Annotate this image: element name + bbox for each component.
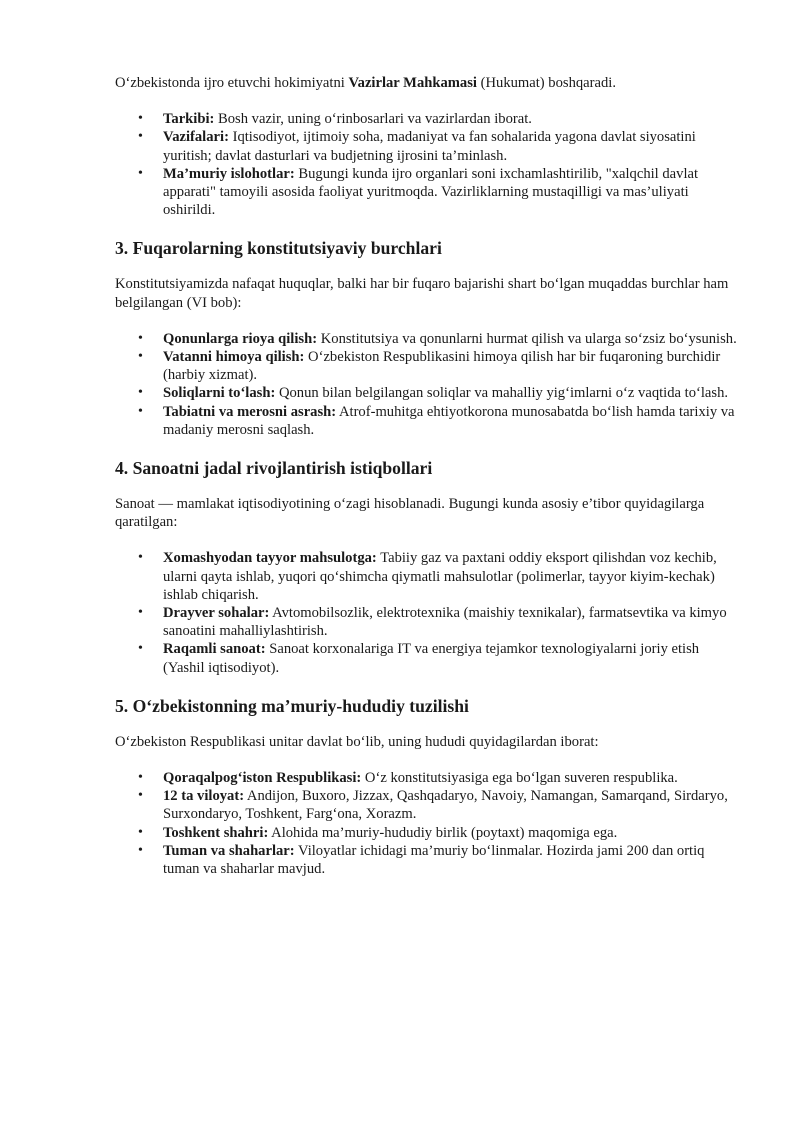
list-item-term: Vatanni himoya qilish: [163,349,305,366]
list-item [115,128,740,164]
intro-text-before: O‘zbekistonda ijro etuvchi hokimiyatni [115,75,349,91]
list-item [115,604,740,640]
section-4-list [115,549,740,676]
list-item-text: Bugungi kunda ijro organlari soni ixchamlashtirilib, "xalqchil davlat apparati" tamoyili asosida faoliyat yuritmoqda. Vazirliklarning mustaqilligi va mas’uliyati oshirildi. [163,165,699,219]
bullet-icon: • [138,385,143,401]
list-item-text: Bosh vazir, uning o‘rinbosarlari va vazirlardan iborat. [214,111,532,128]
list-item [115,403,740,439]
bullet-icon: • [138,129,143,145]
list-item [115,330,740,348]
list-item-term: Qoraqalpog‘iston Respublikasi: [163,770,362,787]
list-item [115,384,740,402]
bullet-icon: • [138,165,143,181]
list-item-text: Iqtisodiyot, ijtimoiy soha, madaniyat va fan sohalarida yagona davlat siyosatini yuritish; davlat dasturlari va budjetning ijrosini ta’minlash. [163,129,696,164]
intro-paragraph [115,74,740,92]
list-item-term: Qonunlarga rioya qilish: [163,330,318,347]
list-item-text: Konstitutsiya va qonunlarni hurmat qilish va ularga so‘zsiz bo‘ysunish. [317,330,737,347]
list-item-text: Atrof-muhitga ehtiyotkorona munosabatda bo‘lish hamda tarixiy va madaniy merosni saqlash. [163,403,735,438]
section-3-paragraph: Konstitutsiyamizda nafaqat huquqlar, balki har bir fuqaro bajarishi shart bo‘lgan muqaddas burchlar ham belgilangan (VI bob): [115,276,729,311]
list-item [115,110,740,128]
list-item-text: Viloyatlar ichidagi ma’muriy bo‘linmalar. Hozirda jami 200 dan ortiq tuman va shaharlar mavjud. [163,842,705,878]
bullet-icon: • [138,550,143,566]
list-item [115,824,740,842]
list-item-term: Toshkent shahri: [163,824,269,841]
bullet-icon: • [138,605,143,621]
list-item-text: Sanoat korxonalariga IT va energiya tejamkor texnologiyalarni joriy etish (Yashil iqtisodiyot). [163,641,700,676]
list-item-term: Drayver sohalar: [163,605,270,622]
bullet-icon: • [138,842,143,858]
bullet-icon: • [138,641,143,657]
section-4-heading: 4. Sanoatni jadal rivojlantirish istiqbollari [115,458,433,479]
intro-bold-term: Vazirlar Mahkamasi [348,75,477,91]
bullet-icon: • [138,111,143,127]
list-item [115,769,740,787]
list-item-text: Qonun bilan belgilangan soliqlar va mahalliy yig‘imlarni o‘z vaqtida to‘lash. [275,385,729,402]
section-5-heading: 5. O‘zbekistonning ma’muriy-hududiy tuzilishi [115,695,469,716]
section-4-paragraph: Sanoat — mamlakat iqtisodiyotining o‘zagi hisoblanadi. Bugungi kunda asosiy e’tibor quyidagilarga qaratilgan: [115,496,705,531]
list-item-text: O‘zbekiston Respublikasini himoya qilish har bir fuqaroning burchidir (harbiy xizmat). [163,349,721,384]
list-item [115,640,740,676]
list-item [115,787,740,823]
bullet-icon: • [138,330,143,346]
bullet-icon: • [138,403,143,419]
list-item-term: Tarkibi: [163,111,215,128]
list-item-text: Andijon, Buxoro, Jizzax, Qashqadaryo, Navoiy, Namangan, Samarqand, Sirdaryo, Surxondaryo, Toshkent, Farg‘ona, Xorazm. [163,788,728,823]
list-item-term: Ma’muriy islohotlar: [163,165,295,182]
list-item [115,348,740,384]
list-item-term: Tuman va shaharlar: [163,842,295,859]
section-3-heading: 3. Fuqarolarning konstitutsiyaviy burchlari [115,238,442,259]
list-item-text: Tabiiy gaz va paxtani oddiy eksport qilishdan voz kechib, ularni qayta ishlab, yuqori qo‘shimcha qiymatli mahsulotlar (polimerlar, tayyor kiyim-kechak) ishlab chiqarish. [163,550,717,603]
bullet-icon: • [138,788,143,804]
list-item [115,842,740,878]
list-item-term: Tabiatni va merosni asrash: [163,403,337,420]
list-item-term: 12 ta viloyat: [163,788,245,805]
list-item-term: Raqamli sanoat: [163,641,266,658]
section-3-list [115,330,740,439]
bullet-icon: • [138,770,143,786]
bullet-icon: • [138,349,143,365]
government-list [115,110,740,219]
list-item-text: Avtomobilsozlik, elektrotexnika (maishiy texnikalar), farmatsevtika va kimyo sanoatini mahalliylashtirish. [163,605,727,640]
list-item-term: Vazifalari: [163,129,229,146]
list-item [115,549,740,604]
list-item-term: Soliqlarni to‘lash: [163,385,276,402]
list-item [115,165,740,220]
bullet-icon: • [138,824,143,840]
intro-text-after: (Hukumat) boshqaradi. [476,75,616,91]
section-5-list [115,769,740,878]
section-5-paragraph: O‘zbekiston Respublikasi unitar davlat bo‘lib, uning hududi quyidagilardan iborat: [115,733,599,750]
list-item-text: O‘z konstitutsiyasiga ega bo‘lgan suveren respublika. [361,770,678,787]
list-item-term: Xomashyodan tayyor mahsulotga: [163,550,377,567]
list-item-text: Alohida ma’muriy-hududiy birlik (poytaxt) maqomiga ega. [268,824,618,841]
